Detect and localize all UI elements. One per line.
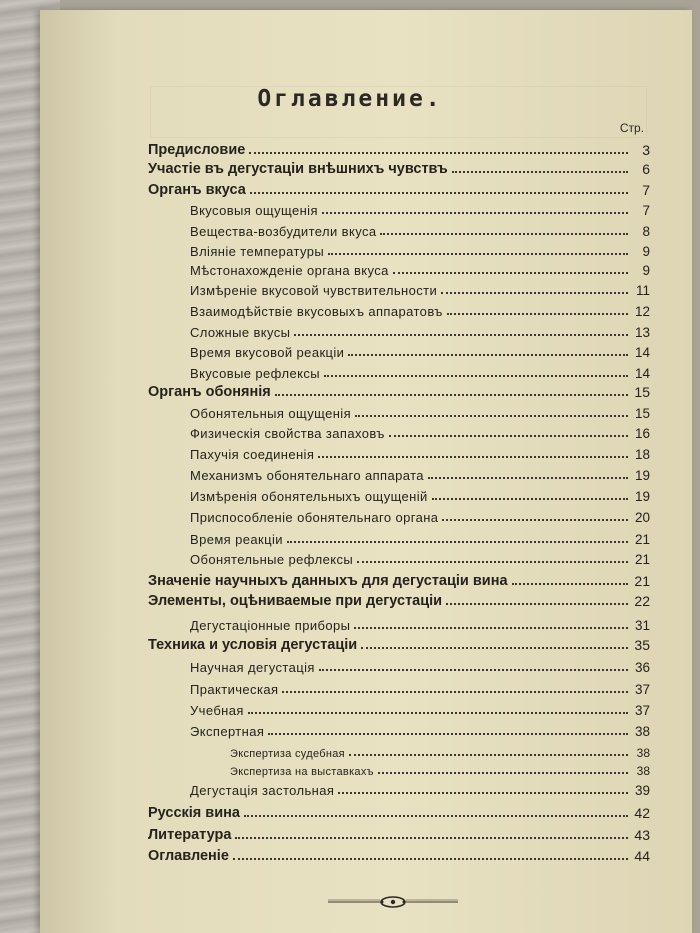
toc-entry-page: 36 [634,660,650,675]
toc-entry-page: 20 [634,510,650,525]
toc-leader-dots [282,690,628,693]
toc-leader-dots [249,151,628,154]
toc-entry-page: 44 [634,848,650,864]
toc-entry [190,239,650,259]
toc-entry-page: 14 [634,345,650,360]
toc-entry-label: Приспособленіе обонятельнаго органа [190,510,439,525]
toc-entry [190,219,650,239]
toc-entry-page: 7 [642,203,650,218]
toc-leader-dots [357,560,628,563]
toc-entry-label: Учебная [190,703,244,718]
toc-leader-dots [428,476,628,479]
toc-entry-label: Экспертная [190,724,265,739]
toc-leader-dots [287,540,628,543]
toc-entry [148,569,650,589]
page-title: Оглавление. [257,86,443,112]
toc-entry-label: Органъ вкуса [148,182,246,198]
toc-leader-dots [378,771,628,774]
toc-entry-label: Научная дегустація [190,660,315,675]
toc-leader-dots [442,518,628,521]
toc-leader-dots [355,414,628,417]
toc-entry-page: 9 [642,263,650,278]
toc-leader-dots [361,646,628,649]
toc-leader-dots [512,582,628,585]
toc-entry [148,380,650,400]
toc-entry [148,844,650,864]
toc-entry-page: 19 [634,489,650,504]
toc-entry-page: 15 [634,384,650,400]
toc-entry-page: 38 [636,746,650,760]
toc-entry-page: 42 [634,805,650,821]
toc-entry [230,740,650,760]
toc-leader-dots [248,711,628,714]
toc-entry [148,589,650,609]
toc-entry-page: 18 [634,447,650,462]
toc-leader-dots [348,353,628,356]
toc-leader-dots [447,312,628,315]
toc-entry-label: Измѣренія обонятельныхъ ощущеній [190,489,428,504]
toc-entry-page: 9 [642,244,650,259]
toc-entry-page: 14 [634,366,650,381]
footer-ornament-icon [328,895,458,909]
toc-entry-label: Физическія свойства запаховъ [190,426,385,441]
toc-entry [190,527,650,547]
toc-leader-dots [349,753,628,756]
toc-entry [190,505,650,525]
toc-entry-page: 38 [634,724,650,739]
toc-entry [148,157,650,177]
toc-entry [190,299,650,319]
toc-entry [190,719,650,739]
toc-entry-page: 8 [642,224,650,239]
toc-entry [190,320,650,340]
toc-leader-dots [322,211,628,214]
toc-entry-page: 21 [634,573,650,589]
toc-entry-page: 16 [634,426,650,441]
toc-entry-label: Сложные вкусы [190,325,291,340]
toc-leader-dots [441,291,628,294]
toc-entry-label: Литература [148,827,232,843]
toc-entry [148,178,650,198]
toc-leader-dots [389,434,628,437]
toc-entry-page: 13 [634,325,650,340]
toc-entry-label: Предисловие [148,142,246,158]
toc-entry-page: 12 [634,304,650,319]
toc-leader-dots [446,602,628,605]
toc-leader-dots [432,497,628,500]
toc-entry-label: Вкусовыя ощущенія [190,203,318,218]
toc-entry-page: 31 [634,618,650,633]
toc-entry-label: Обонятельныя ощущенія [190,406,352,421]
toc-leader-dots [233,857,628,860]
toc-entry-label: Вещества-возбудители вкуса [190,224,377,239]
toc-leader-dots [268,732,628,735]
toc-entry-label: Органъ обонянія [148,384,271,400]
toc-leader-dots [318,455,628,458]
toc-leader-dots [235,836,628,839]
toc-entry-label: Измѣреніе вкусовой чувствительности [190,283,438,298]
toc-entry-page: 37 [634,703,650,718]
toc-entry-label: Взаимодѣйствіе вкусовыхъ аппаратовъ [190,304,443,319]
toc-leader-dots [294,333,628,336]
toc-entry [190,655,650,675]
toc-leader-dots [452,170,628,173]
toc-entry [148,138,650,158]
toc-entry-page: 38 [636,764,650,778]
toc-entry-label: Участіе въ дегустаціи внѣшнихъ чувствъ [148,161,448,177]
toc-entry-page: 37 [634,682,650,697]
toc-entry [190,340,650,360]
toc-entry [190,401,650,421]
toc-leader-dots [328,252,628,255]
toc-entry [190,198,650,218]
toc-entry [148,823,650,843]
page-column-header: Стр. [619,121,644,135]
toc-leader-dots [250,191,628,194]
toc-leader-dots [338,791,628,794]
toc-entry [190,677,650,697]
toc-entry [190,778,650,798]
toc-entry-page: 6 [642,161,650,177]
toc-leader-dots [244,814,628,817]
toc-leader-dots [319,668,628,671]
toc-entry [190,698,650,718]
toc-entry-page: 21 [634,552,650,567]
toc-entry [148,633,650,653]
toc-entry [190,442,650,462]
toc-entry-label: Дегустаціонные приборы [190,618,351,633]
toc-entry-label: Элементы, оцѣниваемые при дегустаціи [148,593,443,609]
toc-entry-label: Экспертиза на выставкахъ [230,766,374,778]
toc-entry-page: 7 [642,182,650,198]
toc-entry-label: Экспертиза судебная [230,748,345,760]
toc-entry-label: Русскія вина [148,805,240,821]
toc-entry-label: Время реакціи [190,532,283,547]
toc-entry-label: Обонятельные рефлексы [190,552,354,567]
toc-entry [190,547,650,567]
toc-leader-dots [393,271,628,274]
toc-leader-dots [324,374,628,377]
toc-entry-label: Практическая [190,682,279,697]
toc-entry-page: 3 [642,142,650,158]
toc-entry-label: Техника и условія дегустаціи [148,637,358,653]
toc-entry-page: 21 [634,532,650,547]
toc-entry [190,613,650,633]
toc-entry-label: Значеніе научныхъ данныхъ для дегустаціи вина [148,573,508,589]
toc-entry [190,361,650,381]
toc-entry-label: Вкусовые рефлексы [190,366,320,381]
toc-entry-page: 22 [634,593,650,609]
toc-leader-dots [354,626,628,629]
toc-entry-page: 19 [634,468,650,483]
toc-entry-label: Пахучія соединенія [190,447,315,462]
toc-entry-label: Время вкусовой реакціи [190,345,345,360]
toc-entry [190,463,650,483]
toc-leader-dots [380,232,628,235]
toc-entry-page: 35 [634,637,650,653]
toc-entry [190,484,650,504]
toc-entry [190,421,650,441]
toc-entry-label: Дегустація застольная [190,783,335,798]
toc-entry-label: Оглавленіе [148,848,229,864]
toc-entry [148,801,650,821]
toc-entry-label: Вліяніе температуры [190,244,325,259]
toc-entry-page: 11 [635,283,650,298]
toc-entry-page: 15 [634,406,650,421]
toc-entry-label: Мѣстонахожденіе органа вкуса [190,263,389,278]
toc-leader-dots [275,393,628,396]
toc-entry-page: 43 [634,827,650,843]
toc-entry [190,278,650,298]
toc-entry-page: 39 [634,783,650,798]
toc-entry-label: Механизмъ обонятельнаго аппарата [190,468,424,483]
toc-entry [230,758,650,778]
toc-entry [190,258,650,278]
